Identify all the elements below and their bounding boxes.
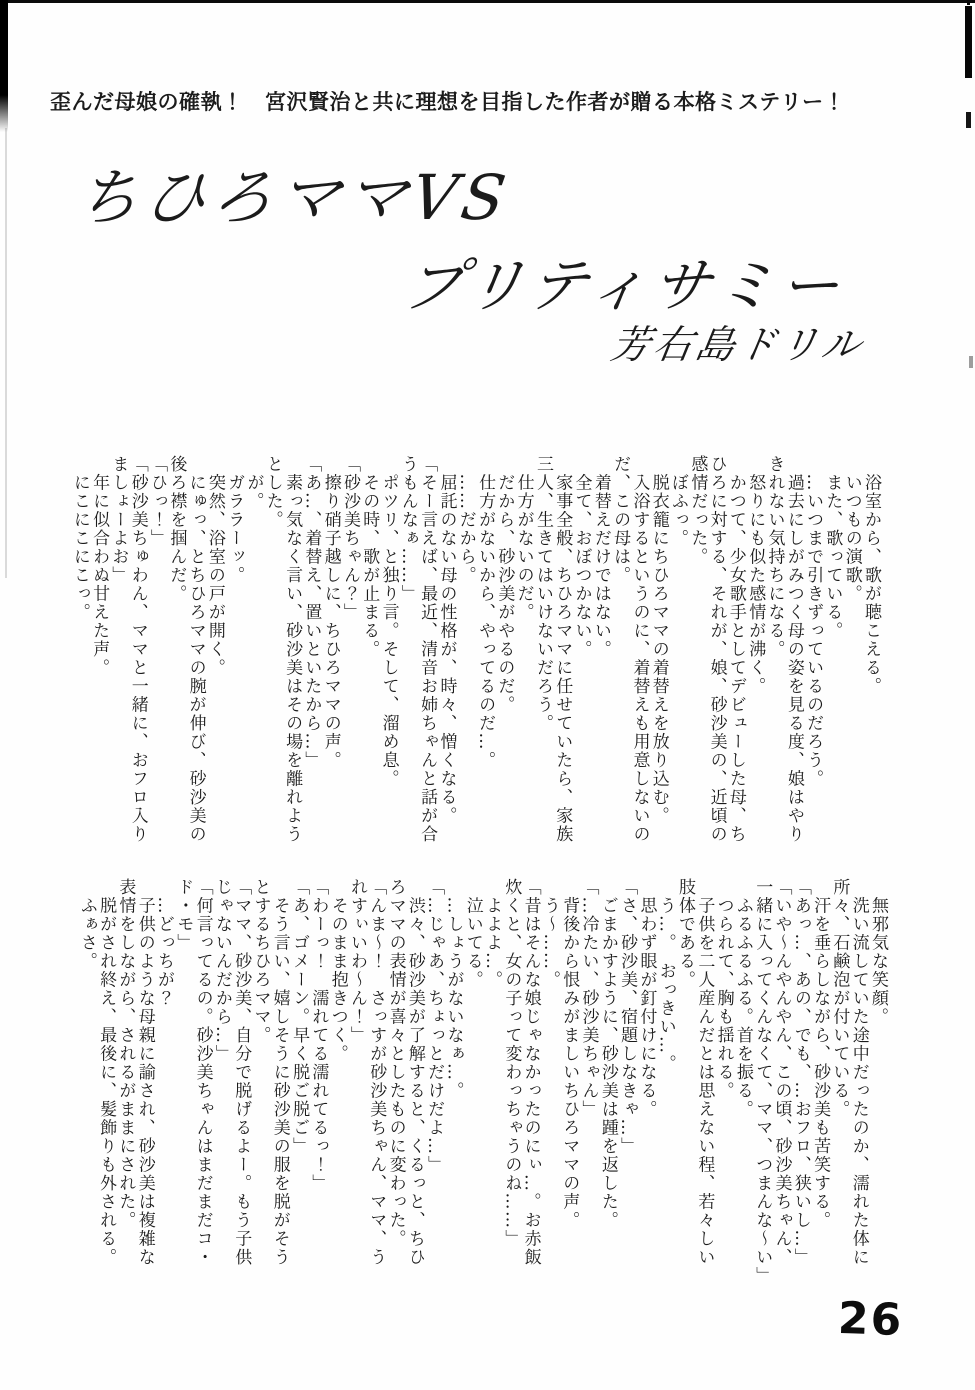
text-column: ふるふるふる。首を振る。 bbox=[732, 878, 753, 1119]
text-column: 浴室から、歌が聴こえる。 bbox=[861, 455, 881, 696]
story-text-block-top bbox=[70, 455, 880, 867]
text-column: 渋々、砂沙美が了解すると、くるっと、ちひ bbox=[404, 878, 425, 1267]
scan-artifact-left-line bbox=[5, 128, 7, 578]
text-column: 所々、石鹸泡が付いている。 bbox=[829, 878, 850, 1119]
text-column: だから、砂沙美がやるのだ。 bbox=[494, 455, 515, 714]
text-column: 突然、浴室の戸が開く。 bbox=[204, 455, 225, 677]
scan-artifact-right-mark bbox=[969, 356, 973, 368]
text-column: つられて、胸も揺れる。 bbox=[713, 878, 734, 1100]
text-column: 仕方がないから、やってるのだ…。 bbox=[475, 455, 496, 770]
scan-artifact-right-dash bbox=[966, 112, 971, 128]
text-column: …どっちが？ bbox=[154, 878, 175, 1008]
text-column: 脱がされ終え、最後に、髪飾りも外される。 bbox=[96, 878, 117, 1267]
text-column: 子供を二人産んだとは思えない程、若々しい bbox=[694, 878, 715, 1267]
text-column: ド・モ」 bbox=[173, 878, 194, 952]
text-column: きれない気持ちになる。 bbox=[764, 455, 785, 659]
text-column: 「いや〜んやんやん、この頃、砂沙美ちゃん、 bbox=[771, 878, 792, 1267]
text-column: 感情だった。 bbox=[687, 455, 708, 566]
text-column: ……だから。 bbox=[455, 455, 476, 585]
text-column: とするちひろママ。 bbox=[250, 878, 271, 1045]
text-column: 子供のような母親に諭され、砂沙美は複雑な bbox=[134, 878, 155, 1267]
text-column: 脱衣籠にちひろママの着替えを放り込む。 bbox=[648, 455, 669, 825]
text-column: また、歌っている。 bbox=[822, 455, 843, 640]
text-column: とした。 bbox=[262, 455, 283, 529]
text-column: じゃないんだから…」 bbox=[211, 878, 232, 1063]
text-column: そう言い、嬉しそうに砂沙美の服を脱がそう bbox=[269, 878, 290, 1267]
text-column: 汗を垂らしながら、砂沙美も苦笑する。 bbox=[810, 878, 831, 1230]
text-column: 「んま〜！ さっすが砂沙美ちゃん、ママ、う bbox=[366, 878, 387, 1267]
text-column: 泣いてる。 bbox=[462, 878, 483, 989]
text-column: ガララーッ。 bbox=[224, 455, 245, 585]
text-column: 年に似合わぬ甘えた声。 bbox=[89, 455, 110, 677]
text-column: が。 bbox=[243, 455, 264, 511]
text-column: 「あっ…、あの、でも、…おフロ、狭いし…」 bbox=[790, 878, 811, 1267]
text-column: 全て、おぼつかない。 bbox=[571, 455, 592, 659]
page-number: 26 bbox=[837, 1292, 905, 1347]
text-column: 「砂沙美ちゃん？」 bbox=[339, 455, 360, 622]
text-column: 「…冷たい、砂沙美ちゃん」 bbox=[578, 878, 599, 1119]
text-column: いつもの演歌。 bbox=[841, 455, 862, 603]
scan-artifact-left-strip bbox=[0, 0, 8, 132]
scan-artifact-right-strip bbox=[965, 6, 972, 78]
text-column: ふぁさ。 bbox=[76, 878, 97, 971]
text-column: 「あ…、着替え、置いといたから…」 bbox=[301, 455, 322, 770]
text-column: 擦り硝子越しに、ちひろママの声。 bbox=[320, 455, 341, 770]
text-column: 洗い流していた途中だったのか、濡れた体に bbox=[848, 878, 869, 1267]
text-column: 背後から恨みがましいちひろママの声。 bbox=[559, 878, 580, 1230]
text-column: だ、この母は。 bbox=[610, 455, 631, 585]
text-column: れすぃいわ〜ん！」 bbox=[346, 878, 367, 1045]
text-column: にゅっ、とちひろママの腕が伸び、砂沙美の bbox=[185, 455, 206, 844]
text-column: 「ひっ！」 bbox=[147, 455, 168, 548]
text-column: う〜……。 bbox=[539, 878, 560, 989]
text-column: 「そー言えば、最近、清音お姉ちゃんと話が合 bbox=[417, 455, 438, 844]
text-column: 三人、生きてはいけないだろう。 bbox=[532, 455, 553, 733]
text-column: 無邪気な笑顔。 bbox=[868, 878, 888, 1026]
text-column: その時、歌が止まる。 bbox=[359, 455, 380, 659]
text-column: …しょうがないなぁ…。 bbox=[443, 878, 464, 1100]
title-line-1: ちひろママVS bbox=[71, 161, 516, 234]
text-column: ポツリ、と独り言。そして、溜め息。 bbox=[378, 455, 399, 788]
text-column: 炊くと、女の子って変わっちゃうのね……」 bbox=[501, 878, 522, 1248]
scan-artifact-top-edge bbox=[0, 0, 975, 3]
text-column: ごまかすように、砂沙美は踵を返した。 bbox=[597, 878, 618, 1230]
text-column: 家事全般、ちひろママに任せていたら、家族 bbox=[552, 455, 573, 844]
text-column: 仕方がないのだ。 bbox=[513, 455, 534, 622]
text-column: 思わず眼が釘付けになる。 bbox=[636, 878, 657, 1119]
text-column: 「あ、ゴメーン。早く脱ご脱ご」 bbox=[289, 878, 310, 1156]
text-column: 「…じゃあ、ちょっとだけだよ…」 bbox=[424, 878, 445, 1174]
text-column: 着替えだけではない。 bbox=[590, 455, 611, 659]
text-column: うもんなぁ……」 bbox=[397, 455, 418, 603]
scan-artifact-right-dot bbox=[967, 0, 970, 5]
text-column: 怒りにも似た感情が沸く。 bbox=[745, 455, 766, 696]
text-column: 入浴するというのに、着替えも用意しないの bbox=[629, 455, 650, 844]
text-column: ぼふっ。 bbox=[668, 455, 689, 548]
author-name: 芳右島ドリル bbox=[607, 323, 868, 368]
text-column: 屈託のない母の性格が、時々、憎くなる。 bbox=[436, 455, 457, 825]
text-column: 一緒に入ってくんなくて、ママ、つまんな〜い」 bbox=[752, 878, 773, 1285]
text-column: 「昔はそんな娘じゃなかったのにぃ…。お赤飯 bbox=[520, 878, 541, 1267]
text-column: 「わーっ！ 濡れてる濡れてるっ！」 bbox=[308, 878, 329, 1193]
text-column: 「砂沙美ちゅわん、ママと一緒に、おフロ入り bbox=[127, 455, 148, 844]
text-column: 肢体である。 bbox=[675, 878, 696, 989]
text-column: ましょーよお」 bbox=[108, 455, 129, 585]
text-column: にこにこにこっ。 bbox=[69, 455, 90, 622]
text-column: …いつまで引きずっているのだろう。 bbox=[803, 455, 824, 788]
text-column: 「何言ってるの。砂沙美ちゃんはまだまだコ・ bbox=[192, 878, 213, 1267]
text-column: そのまま抱きつく。 bbox=[327, 878, 348, 1063]
text-column: 後ろ襟を掴んだ。 bbox=[166, 455, 187, 603]
tagline: 歪んだ母娘の確執！ 宮沢賢治と共に理想を目指した作者が贈る本格ミステリー！ bbox=[50, 89, 846, 114]
text-column: 「ママ、砂沙美、自分で脱げるよー。もう子供 bbox=[231, 878, 252, 1267]
text-column: 「さ、砂沙美、宿題しなきゃ…」 bbox=[617, 878, 638, 1156]
text-column: う…。 おっきい…。 bbox=[655, 878, 676, 1073]
story-text-block-bottom bbox=[77, 878, 887, 1290]
text-column: 過去にしがみつく母の姿を見る度、娘はやり bbox=[783, 455, 804, 844]
text-column: かつて、少女歌手としてデビューした母、ち bbox=[725, 455, 746, 844]
text-column: 素っ気なく言い、砂沙美はその場を離れよう bbox=[282, 455, 303, 844]
text-column: ひろに対する、それが、娘、砂沙美の、近頃の bbox=[706, 455, 727, 844]
text-column: ろママの表情が喜々としたものに変わった。 bbox=[385, 878, 406, 1248]
text-column: 表情をしながら、されるがままにされた。 bbox=[115, 878, 136, 1230]
title-line-2: プリティサミー bbox=[398, 251, 850, 320]
text-column: よよよ…。 bbox=[482, 878, 503, 989]
